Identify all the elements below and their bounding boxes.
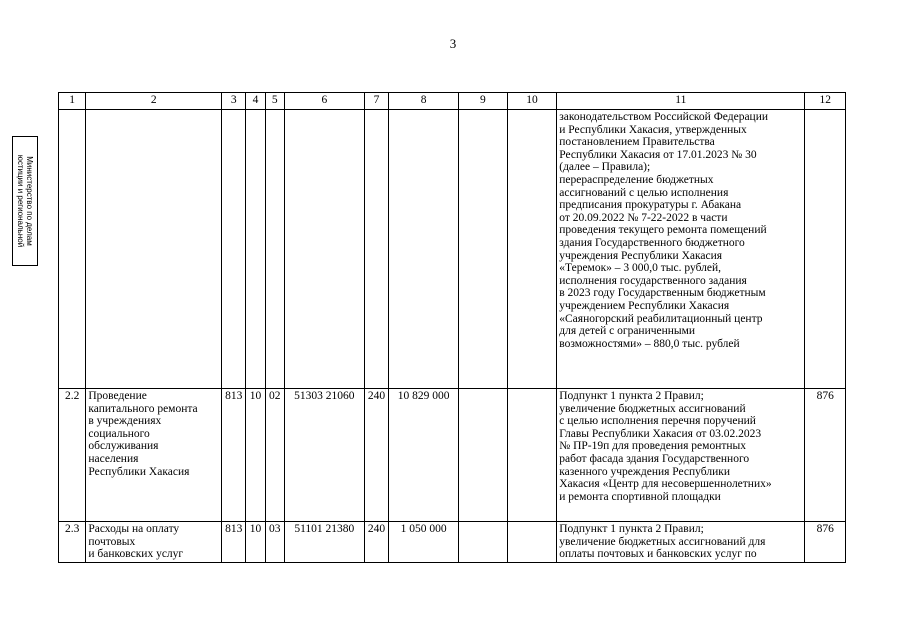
cell-col3: 813	[222, 522, 246, 563]
cell-col8: 1 050 000	[389, 522, 459, 563]
header-cell: 11	[557, 93, 805, 110]
cell-col6: 51101 21380	[284, 522, 364, 563]
cell-col10	[507, 522, 557, 563]
stamp-text	[16, 155, 34, 247]
cell-justification: Подпункт 1 пункта 2 Правил; увеличение бюджетных ассигнований с целью исполнения перечня поручений Главы Республики Хакасия от 03.02.2023 № ПР-19п для проведения ремонтных работ фасада здания Государственного казенного учреждения Республики Хакасия «Центр для несовершеннолетних» и ремонта спортивной площадки	[557, 389, 805, 522]
header-cell: 9	[459, 93, 508, 110]
cell-col12: 876	[805, 522, 846, 563]
header-cell: 6	[284, 93, 364, 110]
cell-col9	[459, 522, 508, 563]
header-cell: 4	[246, 93, 265, 110]
cell-col4: 10	[246, 389, 265, 522]
table-row	[59, 110, 846, 389]
cell-col3	[222, 110, 246, 389]
cell-col8	[389, 110, 459, 389]
cell-col12	[805, 110, 846, 389]
header-cell: 1	[59, 93, 86, 110]
row-name: Расходы на оплату почтовых и банковских услуг	[86, 522, 222, 563]
cell-col10	[507, 110, 557, 389]
cell-col9	[459, 110, 508, 389]
cell-col7	[364, 110, 388, 389]
table-row	[59, 389, 846, 522]
cell-col4	[246, 110, 265, 389]
cell-col5: 03	[265, 522, 284, 563]
cell-justification: Подпункт 1 пункта 2 Правил; увеличение бюджетных ассигнований для оплаты почтовых и банковских услуг по	[557, 522, 805, 563]
header-cell: 2	[86, 93, 222, 110]
cell-col5	[265, 110, 284, 389]
cell-col8: 10 829 000	[389, 389, 459, 522]
registration-stamp	[12, 136, 38, 266]
header-cell: 10	[507, 93, 557, 110]
header-cell: 5	[265, 93, 284, 110]
cell-col5: 02	[265, 389, 284, 522]
cell-justification: законодательством Российской Федерации и Республики Хакасия, утвержденных постановлением Правительства Республики Хакасия от 17.01.2023 № 30 (далее – Правила); перераспределение бюджетных ассигнований с целью исполнения предписания прокуратуры г. Абакана от 20.09.2022 № 7-22-2022 в части проведения текущего ремонта помещений здания Государственного бюджетного учреждения Республики Хакасия «Теремок» – 3 000,0 тыс. рублей, исполнения государственного задания в 2023 году Государственным бюджетным учреждением Республики Хакасия «Саяногорский реабилитационный центр для детей с ограниченными возможностями» – 880,0 тыс. рублей	[557, 110, 805, 389]
stamp-line-1: Министерство по делам	[25, 156, 34, 246]
cell-col3: 813	[222, 389, 246, 522]
cell-col6: 51303 21060	[284, 389, 364, 522]
cell-col9	[459, 389, 508, 522]
budget-table	[58, 92, 846, 563]
row-number: 2.3	[59, 522, 86, 563]
row-number: 2.2	[59, 389, 86, 522]
header-cell: 12	[805, 93, 846, 110]
table-row	[59, 522, 846, 563]
page-number: 3	[449, 36, 457, 51]
cell-col7: 240	[364, 522, 388, 563]
stamp-line-2: юстиции и региональной	[16, 154, 25, 248]
row-name: Проведение капитального ремонта в учреждениях социального обслуживания населения Республики Хакасия	[86, 389, 222, 522]
cell-col4: 10	[246, 522, 265, 563]
row-number	[59, 110, 86, 389]
cell-col7: 240	[364, 389, 388, 522]
row-name	[86, 110, 222, 389]
header-row	[59, 93, 846, 110]
header-cell: 7	[364, 93, 388, 110]
header-cell: 8	[389, 93, 459, 110]
cell-col6	[284, 110, 364, 389]
cell-col10	[507, 389, 557, 522]
cell-col12: 876	[805, 389, 846, 522]
header-cell: 3	[222, 93, 246, 110]
